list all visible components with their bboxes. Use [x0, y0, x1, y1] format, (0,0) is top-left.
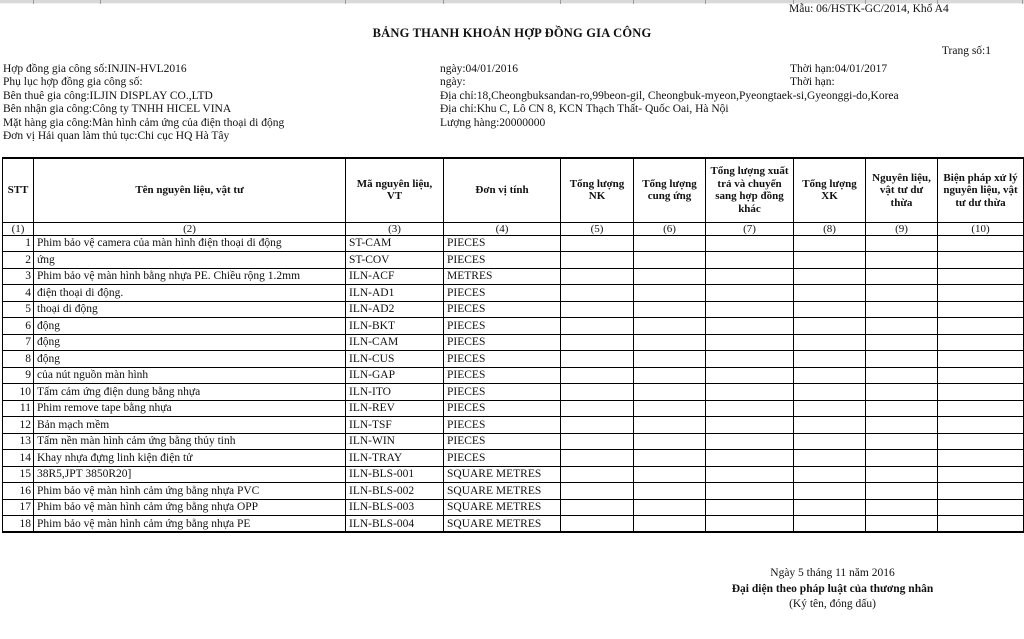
column-number-7: (7) [706, 222, 794, 235]
cell-xk [794, 516, 866, 533]
cell-name: thoại di động [34, 301, 346, 318]
cell-bien-phap [938, 516, 1024, 533]
cell-xuat-tra [706, 252, 794, 269]
table-row [3, 450, 1024, 467]
cell-cung-ung [634, 268, 706, 285]
cell-xuat-tra [706, 499, 794, 516]
column-number-5: (5) [561, 222, 634, 235]
cell-code: ILN-WIN [346, 433, 444, 450]
table-row [3, 499, 1024, 516]
column-divider-tick [33, 0, 34, 4]
cell-xk [794, 268, 866, 285]
cell-bien-phap [938, 499, 1024, 516]
cell-nk [561, 417, 634, 434]
signature-representative: Đại diện theo pháp luật của thương nhân [731, 582, 934, 595]
cell-stt: 16 [3, 483, 34, 500]
cell-du-thua [866, 516, 938, 533]
cell-du-thua [866, 285, 938, 302]
cell-xk [794, 235, 866, 252]
table-row [3, 466, 1024, 483]
contract-number: Hợp đồng gia công số:INJIN-HVL2016 [3, 63, 187, 75]
table-row [3, 400, 1024, 417]
cell-name: 38R5,JPT 3850R20] [34, 466, 346, 483]
cell-cung-ung [634, 384, 706, 401]
cell-stt: 13 [3, 433, 34, 450]
cell-cung-ung [634, 417, 706, 434]
cell-xk [794, 351, 866, 368]
column-divider-tick [705, 0, 706, 4]
column-number-10: (10) [938, 222, 1024, 235]
cell-unit: PIECES [444, 351, 561, 368]
column-divider-tick [560, 0, 561, 4]
cell-bien-phap [938, 268, 1024, 285]
cell-xk [794, 450, 866, 467]
column-header-6: Tổng lượng cung ứng [634, 158, 706, 222]
column-number-1: (1) [3, 222, 34, 235]
column-divider-tick [443, 0, 444, 4]
cell-xk [794, 334, 866, 351]
cell-name: động [34, 318, 346, 335]
signature-note: (Ký tên, đóng dấu) [789, 598, 876, 610]
cell-code: ILN-BLS-003 [346, 499, 444, 516]
cell-cung-ung [634, 285, 706, 302]
cell-unit: SQUARE METRES [444, 466, 561, 483]
cell-xk [794, 285, 866, 302]
column-divider-tick [633, 0, 634, 4]
cell-unit: PIECES [444, 235, 561, 252]
cell-cung-ung [634, 235, 706, 252]
cell-xk [794, 400, 866, 417]
cell-bien-phap [938, 318, 1024, 335]
cell-name: ứng [34, 252, 346, 269]
cell-xuat-tra [706, 235, 794, 252]
cell-name: Tấm cảm ứng điện dung bằng nhựa [34, 384, 346, 401]
cell-name: Khay nhựa đựng linh kiện điện tử [34, 450, 346, 467]
cell-xuat-tra [706, 483, 794, 500]
cell-nk [561, 268, 634, 285]
cell-du-thua [866, 334, 938, 351]
cell-code: ILN-GAP [346, 367, 444, 384]
cell-xuat-tra [706, 466, 794, 483]
cell-xk [794, 433, 866, 450]
cell-xk [794, 483, 866, 500]
cell-name: Bản mạch mềm [34, 417, 346, 434]
cell-name: Tấm nền màn hình cảm ứng bằng thủy tinh [34, 433, 346, 450]
column-header-3: Mã nguyên liệu, VT [346, 158, 444, 222]
cell-stt: 3 [3, 268, 34, 285]
cell-bien-phap [938, 301, 1024, 318]
table-row [3, 384, 1024, 401]
cell-xk [794, 466, 866, 483]
cell-du-thua [866, 466, 938, 483]
form-code: Mẫu: 06/HSTK-GC/2014, Khổ A4 [789, 3, 949, 15]
cell-code: ILN-TRAY [346, 450, 444, 467]
column-header-4: Đơn vị tính [444, 158, 561, 222]
cell-du-thua [866, 318, 938, 335]
cell-stt: 2 [3, 252, 34, 269]
annex-date: ngày: [440, 76, 466, 89]
cell-bien-phap [938, 466, 1024, 483]
hirer-name: Bên thuê gia công:ILJIN DISPLAY CO.,LTD [3, 89, 213, 102]
cell-code: ILN-REV [346, 400, 444, 417]
cell-nk [561, 516, 634, 533]
table-row [3, 301, 1024, 318]
cell-unit: PIECES [444, 417, 561, 434]
table-row [3, 351, 1024, 368]
cell-unit: PIECES [444, 301, 561, 318]
table-row [3, 433, 1024, 450]
cell-nk [561, 351, 634, 368]
cell-code: ILN-AD2 [346, 301, 444, 318]
cell-name: động [34, 351, 346, 368]
cell-unit: PIECES [444, 384, 561, 401]
cell-du-thua [866, 433, 938, 450]
column-number-3: (3) [346, 222, 444, 235]
column-divider-tick [345, 0, 346, 4]
info-row-goods [0, 117, 1024, 130]
cell-unit: SQUARE METRES [444, 499, 561, 516]
cell-cung-ung [634, 318, 706, 335]
cell-xuat-tra [706, 367, 794, 384]
cell-bien-phap [938, 433, 1024, 450]
info-row-customs [0, 130, 1024, 143]
cell-du-thua [866, 301, 938, 318]
cell-du-thua [866, 400, 938, 417]
cell-name: Phim bảo vệ camera của màn hình điện thoại di động [34, 235, 346, 252]
column-header-9: Nguyên liệu, vật tư dư thừa [866, 158, 938, 222]
contract-date: ngày:04/01/2016 [440, 63, 518, 75]
cell-cung-ung [634, 499, 706, 516]
cell-stt: 10 [3, 384, 34, 401]
cell-bien-phap [938, 384, 1024, 401]
cell-code: ILN-CUS [346, 351, 444, 368]
column-number-2: (2) [34, 222, 346, 235]
cell-du-thua [866, 268, 938, 285]
cell-unit: PIECES [444, 433, 561, 450]
signature-block [640, 566, 1024, 613]
cell-nk [561, 384, 634, 401]
cell-name: Phim bảo vệ màn hình cảm ứng bằng nhựa OPP [34, 499, 346, 516]
cell-nk [561, 433, 634, 450]
cell-stt: 18 [3, 516, 34, 533]
cell-name: Phim bảo vệ màn hình cảm ứng bằng nhựa PE [34, 516, 346, 533]
info-row-processor [0, 103, 1024, 116]
cell-cung-ung [634, 367, 706, 384]
cell-unit: SQUARE METRES [444, 516, 561, 533]
hirer-address: Địa chỉ:18,Cheongbuksandan-ro,99beon-gil, Cheongbuk-myeon,Pyeongtaek-si,Gyeonggi-do,Korea [440, 89, 899, 102]
liquidation-table [2, 157, 1024, 533]
cell-xuat-tra [706, 268, 794, 285]
cell-nk [561, 499, 634, 516]
cell-bien-phap [938, 285, 1024, 302]
cell-unit: PIECES [444, 400, 561, 417]
column-header-10: Biện pháp xử lý nguyên liệu, vật tư dư thừa [938, 158, 1024, 222]
cell-du-thua [866, 252, 938, 269]
signature-date: Ngày 5 tháng 11 năm 2016 [770, 567, 895, 579]
cell-nk [561, 285, 634, 302]
table-header-row [3, 158, 1024, 222]
page-number: Trang số:1 [941, 45, 991, 57]
column-divider-tick [1022, 0, 1023, 4]
cell-xk [794, 367, 866, 384]
table-row [3, 235, 1024, 252]
cell-stt: 8 [3, 351, 34, 368]
cell-stt: 1 [3, 235, 34, 252]
cell-cung-ung [634, 483, 706, 500]
table-row [3, 252, 1024, 269]
cell-nk [561, 318, 634, 335]
column-number-9: (9) [866, 222, 938, 235]
table-row [3, 334, 1024, 351]
column-header-8: Tổng lượng XK [794, 158, 866, 222]
cell-stt: 4 [3, 285, 34, 302]
info-row-contract [0, 63, 1024, 76]
cell-stt: 14 [3, 450, 34, 467]
info-row-annex [0, 76, 1024, 89]
cell-xk [794, 384, 866, 401]
customs-office: Đơn vị Hải quan làm thủ tục:Chi cục HQ Hà Tây [3, 129, 230, 142]
cell-nk [561, 235, 634, 252]
cell-bien-phap [938, 235, 1024, 252]
cell-code: ILN-TSF [346, 417, 444, 434]
cell-xuat-tra [706, 351, 794, 368]
cell-unit: SQUARE METRES [444, 483, 561, 500]
cell-cung-ung [634, 252, 706, 269]
cell-xuat-tra [706, 433, 794, 450]
cell-name: của nút nguồn màn hình [34, 367, 346, 384]
column-header-1: STT [3, 158, 34, 222]
table-row [3, 268, 1024, 285]
cell-nk [561, 301, 634, 318]
cell-bien-phap [938, 367, 1024, 384]
cell-xuat-tra [706, 450, 794, 467]
processor-address: Địa chỉ:Khu C, Lô CN 8, KCN Thạch Thất- Quốc Oai, Hà Nội [440, 103, 729, 116]
table-row [3, 318, 1024, 335]
cell-bien-phap [938, 400, 1024, 417]
contract-deadline: Thời hạn:04/01/2017 [790, 63, 888, 75]
cell-du-thua [866, 499, 938, 516]
cell-code: ST-CAM [346, 235, 444, 252]
cell-xuat-tra [706, 334, 794, 351]
annex-deadline: Thời hạn: [790, 76, 835, 89]
cell-bien-phap [938, 417, 1024, 434]
cell-stt: 7 [3, 334, 34, 351]
cell-du-thua [866, 483, 938, 500]
cell-nk [561, 400, 634, 417]
cell-du-thua [866, 351, 938, 368]
column-header-7: Tổng lượng xuất trả và chuyển sang hợp đồng khác [706, 158, 794, 222]
cell-stt: 15 [3, 466, 34, 483]
cell-cung-ung [634, 334, 706, 351]
column-divider-tick [100, 0, 101, 4]
cell-du-thua [866, 384, 938, 401]
cell-unit: PIECES [444, 367, 561, 384]
cell-xk [794, 499, 866, 516]
cell-name: Phim remove tape bằng nhựa [34, 400, 346, 417]
cell-code: ILN-BLS-001 [346, 466, 444, 483]
column-number-8: (8) [794, 222, 866, 235]
cell-stt: 11 [3, 400, 34, 417]
cell-stt: 6 [3, 318, 34, 335]
cell-code: ST-COV [346, 252, 444, 269]
info-row-hirer [0, 90, 1024, 103]
cell-cung-ung [634, 433, 706, 450]
cell-unit: PIECES [444, 334, 561, 351]
cell-stt: 9 [3, 367, 34, 384]
cell-xuat-tra [706, 285, 794, 302]
goods-description: Mặt hàng gia công:Màn hình cảm ứng của điện thoại di động [3, 116, 285, 129]
cell-cung-ung [634, 450, 706, 467]
contract-info-block [0, 63, 1024, 143]
cell-bien-phap [938, 351, 1024, 368]
table-row [3, 285, 1024, 302]
cell-code: ILN-AD1 [346, 285, 444, 302]
cell-nk [561, 252, 634, 269]
cell-xk [794, 252, 866, 269]
cell-xk [794, 318, 866, 335]
cell-stt: 5 [3, 301, 34, 318]
cell-xuat-tra [706, 400, 794, 417]
column-number-row [3, 222, 1024, 235]
cell-name: Phim bảo vệ màn hình cảm ứng bằng nhựa PVC [34, 483, 346, 500]
table-row [3, 483, 1024, 500]
cell-code: ILN-CAM [346, 334, 444, 351]
cell-nk [561, 367, 634, 384]
table-row [3, 367, 1024, 384]
cell-nk [561, 334, 634, 351]
cell-nk [561, 450, 634, 467]
cell-bien-phap [938, 450, 1024, 467]
cell-bien-phap [938, 252, 1024, 269]
annex-number: Phụ lục hợp đồng gia công số: [3, 76, 143, 89]
column-number-4: (4) [444, 222, 561, 235]
cell-xuat-tra [706, 417, 794, 434]
column-header-5: Tổng lượng NK [561, 158, 634, 222]
cell-cung-ung [634, 301, 706, 318]
page-title: BẢNG THANH KHOẢN HỢP ĐỒNG GIA CÔNG [372, 26, 652, 40]
cell-unit: PIECES [444, 318, 561, 335]
cell-xuat-tra [706, 318, 794, 335]
cell-code: ILN-ITO [346, 384, 444, 401]
cell-name: điện thoại di động. [34, 285, 346, 302]
cell-cung-ung [634, 466, 706, 483]
cell-xk [794, 417, 866, 434]
cell-xuat-tra [706, 384, 794, 401]
cell-du-thua [866, 235, 938, 252]
cell-cung-ung [634, 351, 706, 368]
cell-xuat-tra [706, 301, 794, 318]
cell-code: ILN-BLS-002 [346, 483, 444, 500]
goods-quantity: Lượng hàng:20000000 [440, 116, 546, 129]
cell-unit: PIECES [444, 285, 561, 302]
column-number-6: (6) [634, 222, 706, 235]
cell-xuat-tra [706, 516, 794, 533]
cell-cung-ung [634, 400, 706, 417]
table-row [3, 516, 1024, 533]
cell-code: ILN-ACF [346, 268, 444, 285]
cell-name: động [34, 334, 346, 351]
cell-xk [794, 301, 866, 318]
cell-unit: PIECES [444, 252, 561, 269]
cell-unit: METRES [444, 268, 561, 285]
table-row [3, 417, 1024, 434]
cell-nk [561, 466, 634, 483]
cell-du-thua [866, 450, 938, 467]
cell-du-thua [866, 367, 938, 384]
cell-du-thua [866, 417, 938, 434]
cell-code: ILN-BKT [346, 318, 444, 335]
cell-code: ILN-BLS-004 [346, 516, 444, 533]
cell-name: Phim bảo vệ màn hình bằng nhựa PE. Chiều rộng 1.2mm [34, 268, 346, 285]
cell-stt: 12 [3, 417, 34, 434]
processor-name: Bên nhận gia công:Công ty TNHH HICEL VINA [3, 103, 232, 116]
cell-stt: 17 [3, 499, 34, 516]
cell-bien-phap [938, 334, 1024, 351]
cell-cung-ung [634, 516, 706, 533]
cell-unit: PIECES [444, 450, 561, 467]
cell-bien-phap [938, 483, 1024, 500]
cell-nk [561, 483, 634, 500]
column-header-2: Tên nguyên liệu, vật tư [34, 158, 346, 222]
